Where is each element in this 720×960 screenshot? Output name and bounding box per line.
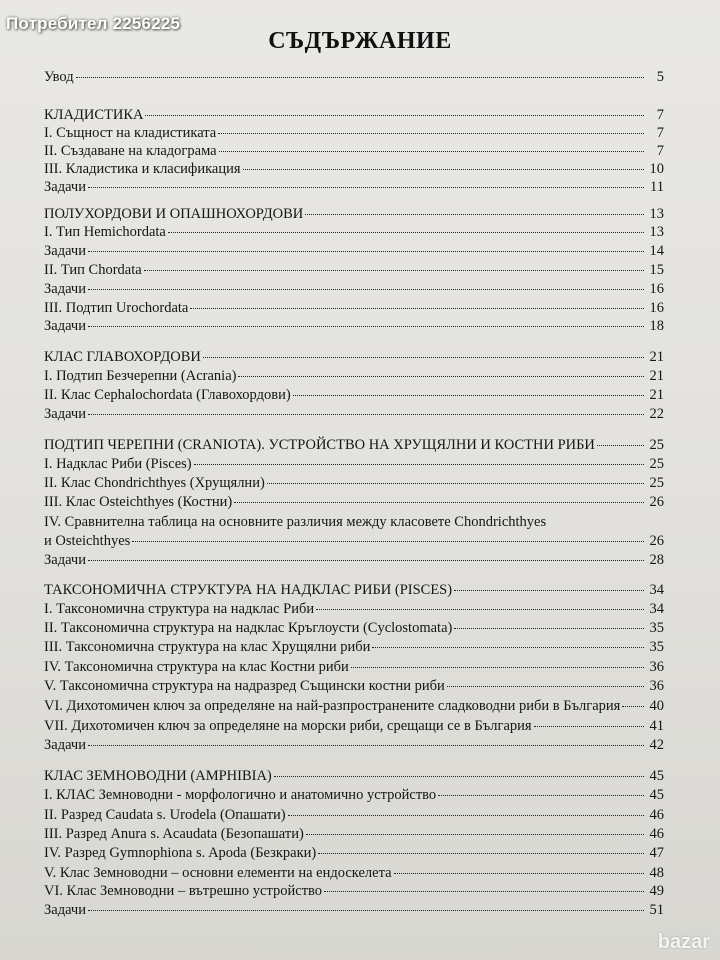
toc-entry — [44, 436, 664, 454]
toc-entry-label: КЛАС ГЛАВОХОРДОВИ — [44, 349, 201, 365]
toc-entry-label: Задачи — [44, 737, 86, 753]
toc-entry — [44, 901, 664, 919]
toc-dot-leader — [243, 169, 644, 170]
toc-page-number: 16 — [649, 281, 664, 297]
toc-entry — [44, 600, 664, 618]
toc-dot-leader — [88, 326, 644, 327]
toc-entry — [44, 299, 664, 317]
toc-entry — [44, 405, 664, 423]
toc-page-number: 21 — [649, 349, 664, 365]
toc-entry-label: ПОДТИП ЧЕРЕПНИ (CRANIOTA). УСТРОЙСТВО НА ХРУЩЯЛНИ И КОСТНИ РИБИ — [44, 437, 595, 453]
toc-entry — [44, 581, 664, 599]
toc-entry-label: VI. Дихотомичен ключ за определяне на най-разпространените сладководни риби в България — [44, 698, 621, 714]
toc-entry — [44, 697, 664, 715]
toc-entry-label: V. Таксономична структура на надразред Същински костни риби — [44, 678, 445, 694]
toc-entry — [44, 205, 664, 223]
toc-entry — [44, 844, 664, 862]
toc-entry-label: Задачи — [44, 902, 86, 918]
toc-entry — [44, 348, 664, 366]
toc-dot-leader — [88, 414, 644, 415]
toc-entry-label: І. Същност на кладистиката — [44, 125, 217, 141]
toc-page-number: 15 — [649, 262, 664, 278]
toc-entry — [44, 736, 664, 754]
toc-entry-label: ІІ. Създаване на кладограма — [44, 143, 217, 159]
toc-entry — [44, 455, 664, 473]
toc-page-number: 7 — [656, 107, 664, 123]
toc-entry — [44, 677, 664, 695]
toc-entry — [44, 882, 664, 900]
toc-entry — [44, 178, 664, 196]
toc-entry-label: ІІ. Клас Chondrichthyes (Хрущялни) — [44, 475, 265, 491]
toc-page-number: 36 — [649, 659, 664, 675]
toc-entry-label: V. Клас Земноводни – основни елементи на ендоскелета — [44, 865, 392, 881]
toc-entry-label: ІV. Сравнителна таблица на основните различия между класовете Chondrichthyes — [44, 514, 547, 530]
toc-dot-leader — [454, 628, 644, 629]
toc-entry-label: ІІ. Клас Cephalochordata (Главохордови) — [44, 387, 291, 403]
toc-page-number: 46 — [649, 826, 664, 842]
toc-entry — [44, 864, 664, 882]
toc-dot-leader — [203, 357, 644, 358]
toc-entry — [44, 717, 664, 735]
toc-entry-label: Задачи — [44, 318, 86, 334]
toc-page-number: 25 — [649, 456, 664, 472]
toc-page-number: 21 — [649, 368, 664, 384]
toc-page-number: 51 — [649, 902, 664, 918]
toc-dot-leader — [306, 834, 644, 835]
toc-entry-label: І. КЛАС Земноводни - морфологично и анатомично устройство — [44, 787, 437, 803]
toc-entry-label: Задачи — [44, 243, 86, 259]
toc-entry — [44, 513, 664, 531]
toc-entry — [44, 367, 664, 385]
toc-dot-leader — [88, 560, 644, 561]
toc-entry — [44, 386, 664, 404]
toc-entry-label: ТАКСОНОМИЧНА СТРУКТУРА НА НАДКЛАС РИБИ (PISCES) — [44, 582, 453, 598]
toc-page-number: 28 — [649, 552, 664, 568]
toc-dot-leader — [238, 376, 644, 377]
toc-dot-leader — [372, 647, 644, 648]
toc-dot-leader — [267, 483, 644, 484]
toc-entry-label: ПОЛУХОРДОВИ И ОПАШНОХОРДОВИ — [44, 206, 304, 222]
toc-dot-leader — [194, 464, 644, 465]
toc-page-number: 10 — [649, 161, 664, 177]
toc-entry — [44, 532, 664, 550]
toc-page-number: 36 — [649, 678, 664, 694]
toc-dot-leader — [219, 151, 644, 152]
toc-page-number: 26 — [649, 533, 664, 549]
watermark-logo: bazar — [657, 931, 710, 953]
toc-entry — [44, 806, 664, 824]
toc-dot-leader — [218, 133, 644, 134]
toc-dot-leader — [394, 873, 644, 874]
toc-page-number: 22 — [649, 406, 664, 422]
toc-entry-label: ІІІ. Кладистика и класификация — [44, 161, 241, 177]
toc-entry — [44, 261, 664, 279]
toc-entry — [44, 551, 664, 569]
toc-dot-leader — [324, 891, 644, 892]
toc-entry-label: Задачи — [44, 406, 86, 422]
toc-page-number: 7 — [656, 125, 664, 141]
toc-entry — [44, 124, 664, 142]
toc-dot-leader — [597, 445, 644, 446]
toc-entry — [44, 106, 664, 124]
toc-dot-leader — [145, 115, 644, 116]
toc-entry-label: ІІІ. Клас Osteichthyes (Костни) — [44, 494, 233, 510]
toc-entry-label: І. Подтип Безчерепни (Acrania) — [44, 368, 237, 384]
toc-page-number: 14 — [649, 243, 664, 259]
toc-dot-leader — [76, 77, 644, 78]
toc-page-number: 49 — [649, 883, 664, 899]
toc-entry-label: ІІІ. Подтип Urochordata — [44, 300, 189, 316]
toc-entry-label: ІІІ. Таксономична структура на клас Хрущялни риби — [44, 639, 371, 655]
toc-page-number: 26 — [649, 494, 664, 510]
toc-dot-leader — [305, 214, 644, 215]
toc-page-number: 13 — [649, 206, 664, 222]
toc-entry-label: ІІ. Разред Caudata s. Urodela (Опашати) — [44, 807, 286, 823]
toc-dot-leader — [622, 706, 644, 707]
toc-dot-leader — [144, 270, 644, 271]
toc-entry — [44, 619, 664, 637]
toc-entry — [44, 280, 664, 298]
toc-dot-leader — [88, 289, 644, 290]
toc-page-number: 47 — [649, 845, 664, 861]
toc-entry — [44, 160, 664, 178]
toc-entry-label: ІV. Таксономична структура на клас Костни риби — [44, 659, 349, 675]
toc-entry-label: Задачи — [44, 281, 86, 297]
toc-dot-leader — [351, 667, 644, 668]
toc-page-number: 34 — [649, 601, 664, 617]
toc-entry-label: І. Таксономична структура на надклас Риби — [44, 601, 315, 617]
user-overlay-label: Потребител 2256225 — [6, 14, 181, 33]
toc-page-number: 13 — [649, 224, 664, 240]
toc-entry — [44, 493, 664, 511]
toc-entry-label: ІV. Разред Gymnophiona s. Apoda (Безкраки) — [44, 845, 317, 861]
toc-dot-leader — [288, 815, 644, 816]
toc-entry-label: І. Тип Hemichordata — [44, 224, 166, 240]
toc-entry — [44, 317, 664, 335]
toc-dot-leader — [168, 232, 644, 233]
toc-dot-leader — [438, 795, 644, 796]
toc-dot-leader — [274, 776, 644, 777]
toc-entry-label: ІІ. Таксономична структура на надклас Кръглоусти (Cyclostomata) — [44, 620, 453, 636]
toc-dot-leader — [88, 251, 644, 252]
toc-page-number: 40 — [649, 698, 664, 714]
toc-entry — [44, 658, 664, 676]
toc-dot-leader — [454, 590, 644, 591]
toc-entry-label: КЛАДИСТИКА — [44, 107, 144, 123]
toc-entry — [44, 223, 664, 241]
toc-page-number: 5 — [656, 69, 664, 85]
toc-dot-leader — [534, 726, 644, 727]
toc-entry — [44, 142, 664, 160]
toc-page-number: 18 — [649, 318, 664, 334]
toc-page-number: 7 — [656, 143, 664, 159]
toc-entry-label: Увод — [44, 69, 74, 85]
toc-page-number: 45 — [649, 768, 664, 784]
toc-entry-label: и Osteichthyes — [44, 533, 131, 549]
toc-entry-label: Задачи — [44, 179, 86, 195]
toc-page-number: 35 — [649, 620, 664, 636]
toc-entry — [44, 825, 664, 843]
toc-page-number: 25 — [649, 475, 664, 491]
toc-dot-leader — [316, 609, 644, 610]
toc-page-number: 21 — [649, 387, 664, 403]
toc-page-number: 35 — [649, 639, 664, 655]
toc-entry — [44, 638, 664, 656]
toc-page-number: 45 — [649, 787, 664, 803]
toc-entry — [44, 767, 664, 785]
toc-dot-leader — [190, 308, 644, 309]
toc-page-number: 25 — [649, 437, 664, 453]
toc-dot-leader — [318, 853, 644, 854]
toc-page-number: 48 — [649, 865, 664, 881]
toc-page-number: 46 — [649, 807, 664, 823]
toc-dot-leader — [132, 541, 644, 542]
toc-entry-label: VI. Клас Земноводни – вътрешно устройство — [44, 883, 323, 899]
toc-page-number: 11 — [650, 179, 664, 195]
toc-page-number: 42 — [649, 737, 664, 753]
toc-entry — [44, 474, 664, 492]
toc-entry-label: Задачи — [44, 552, 86, 568]
toc-dot-leader — [88, 910, 644, 911]
toc-entry-label: КЛАС ЗЕМНОВОДНИ (AMPHIBIA) — [44, 768, 272, 784]
toc-dot-leader — [447, 686, 644, 687]
toc-dot-leader — [293, 395, 644, 396]
toc-dot-leader — [234, 502, 644, 503]
toc-dot-leader — [88, 187, 644, 188]
toc-entry — [44, 68, 664, 86]
toc-entry-label: VII. Дихотомичен ключ за определяне на морски риби, срещащи се в България — [44, 718, 532, 734]
toc-entry-label: ІІ. Тип Chordata — [44, 262, 142, 278]
toc-page-number: 34 — [649, 582, 664, 598]
toc-dot-leader — [88, 745, 644, 746]
toc-entry-label: ІІІ. Разред Anura s. Acaudata (Безопашати) — [44, 826, 304, 842]
toc-page-number: 16 — [649, 300, 664, 316]
page-title: СЪДЪРЖАНИЕ — [268, 28, 452, 54]
toc-entry — [44, 786, 664, 804]
toc-entry — [44, 242, 664, 260]
toc-page-number: 41 — [649, 718, 664, 734]
toc-entry-label: І. Надклас Риби (Pisces) — [44, 456, 192, 472]
